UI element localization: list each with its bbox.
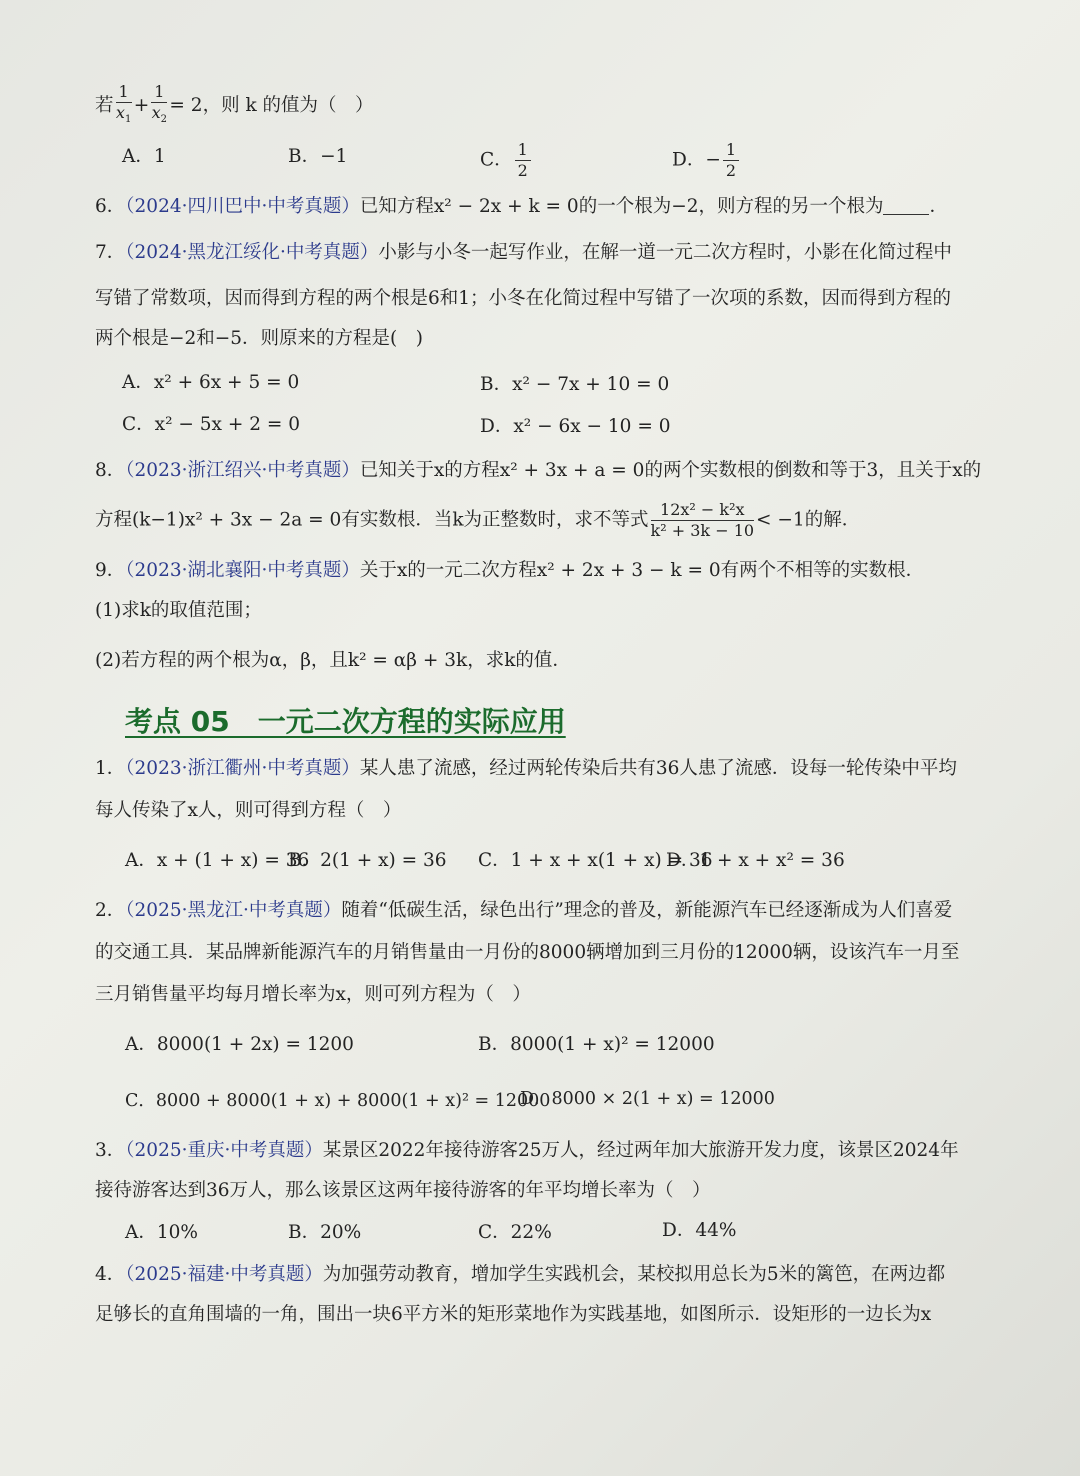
section-question-4-source: （2025·福建·中考真题） [125, 1264, 323, 1285]
section-question-2-source: （2025·黑龙江·中考真题） [125, 900, 342, 921]
section-question-3-option-b: B．20% [288, 1222, 362, 1243]
section-question-2-option-d: D．8000 × 2(1 + x) = 12000 [520, 1089, 775, 1109]
fraction-1-over-x2: $\frac{1}{x_2}$ [151, 82, 168, 126]
question-7-option-b: B．x² − 7x + 10 = 0 [480, 374, 670, 395]
section-question-2-option-a: A．8000(1 + 2x) = 1200 [125, 1034, 354, 1055]
section-question-3: 3．（2025·重庆·中考真题）某景区2022年接待游客25万人，经过两年加大旅游开发力度，该景区2024年 [95, 1140, 959, 1161]
section-question-4-line-2: 足够长的直角围墙的一角，围出一块6平方米的矩形菜地作为实践基地，如图所示．设矩形的一边长为x [95, 1304, 932, 1325]
question-7-option-c: C．x² − 5x + 2 = 0 [122, 414, 301, 435]
question-8: 8．（2023·浙江绍兴·中考真题）已知关于x的方程x² + 3x + a = 0的两个实数根的倒数和等于3，且关于x的 [95, 460, 982, 481]
section-question-4: 4．（2025·福建·中考真题）为加强劳动教育，增加学生实践机会，某校拟用总长为5米的篱笆，在两边都 [95, 1264, 946, 1285]
section-question-3-source: （2025·重庆·中考真题） [125, 1140, 323, 1161]
section-question-3-option-a: A．10% [125, 1222, 198, 1243]
section-question-2-line-2: 的交通工具．某品牌新能源汽车的月销售量由一月份的8000辆增加到三月份的12000辆，设该汽车一月至 [95, 942, 960, 963]
question-7-option-a: A．x² + 6x + 5 = 0 [122, 372, 300, 393]
section-question-3-option-c: C．22% [478, 1222, 552, 1243]
prev-option-a: A．1 [122, 146, 166, 167]
question-7-option-d: D．x² − 6x − 10 = 0 [480, 416, 671, 437]
prev-option-b: B．−1 [288, 146, 348, 167]
question-7: 7．（2024·黑龙江绥化·中考真题）小影与小冬一起写作业，在解一道一元二次方程时，小影在化简过程中 [95, 242, 952, 263]
prev-option-d: D．− $\frac{1}{2}$ [672, 140, 741, 181]
inequality-fraction: $\frac{\text{12x² − k²x}}{\text{k² + 3k − 10}}$ [650, 500, 755, 540]
question-7-line-2: 写错了常数项，因而得到方程的两个根是6和1；小冬在化简过程中写错了一次项的系数，因而得到方程的 [95, 288, 952, 309]
question-8-source: （2023·浙江绍兴·中考真题） [125, 460, 360, 481]
question-9-source: （2023·湖北襄阳·中考真题） [125, 560, 360, 581]
section-question-1-line-2: 每人传染了x人，则可得到方程（ ） [95, 800, 402, 821]
section-question-1-option-c: C．1 + x + x(1 + x) = 36 [478, 850, 713, 871]
section-question-1-option-d: D．1 + x + x² = 36 [666, 850, 845, 871]
section-question-1-option-b: B．2(1 + x) = 36 [288, 850, 447, 871]
question-9-part-2: (2)若方程的两个根为α，β，且k² = αβ + 3k，求k的值． [95, 650, 571, 671]
section-question-1-source: （2023·浙江衢州·中考真题） [125, 758, 360, 779]
question-6-source: （2024·四川巴中·中考真题） [125, 196, 360, 217]
answer-blank [883, 196, 929, 215]
section-question-3-line-2: 接待游客达到36万人，那么该景区这两年接待游客的年平均增长率为（ ） [95, 1180, 711, 1201]
prev-option-c: C． $\frac{1}{2}$ [480, 140, 533, 181]
section-question-2: 2．（2025·黑龙江·中考真题）随着“低碳生活，绿色出行”理念的普及，新能源汽车已经逐渐成为人们喜爱 [95, 900, 953, 921]
fraction-1-over-x1: $\frac{1}{x_1}$ [115, 82, 132, 126]
section-title: 考点 05 一元二次方程的实际应用 [125, 705, 566, 738]
section-question-2-line-3: 三月销售量平均每月增长率为x，则可列方程为（ ） [95, 984, 531, 1005]
question-6: 6．（2024·四川巴中·中考真题）已知方程x² − 2x + k = 0的一个根为−2，则方程的另一个根为 ． [95, 196, 948, 217]
question-8-line-2: 方程(k−1)x² + 3x − 2a = 0有实数根．当k为正整数时，求不等式 $\frac{\text{12x² − k²x}}{\text{k² + 3k − 10}}$ < −1的解． [95, 500, 861, 540]
section-question-2-option-b: B．8000(1 + x)² = 12000 [478, 1034, 715, 1055]
section-question-1-option-a: A．x + (1 + x) = 36 [125, 850, 310, 871]
section-question-1: 1．（2023·浙江衢州·中考真题）某人患了流感，经过两轮传染后共有36人患了流感．设每一轮传染中平均 [95, 758, 957, 779]
question-7-source: （2024·黑龙江绥化·中考真题） [125, 242, 379, 263]
prev-question-stem: 若 $\frac{1}{x_1}$ + $\frac{1}{x_2}$ = 2，则 k 的值为（ ） [95, 82, 1000, 130]
question-9: 9．（2023·湖北襄阳·中考真题）关于x的一元二次方程x² + 2x + 3 − k = 0有两个不相等的实数根． [95, 560, 925, 581]
question-7-line-3: 两个根是−2和−5．则原来的方程是( ) [95, 328, 423, 349]
section-question-2-option-c: C．8000 + 8000(1 + x) + 8000(1 + x)² = 12000 [125, 1091, 551, 1111]
section-question-3-option-d: D．44% [662, 1220, 737, 1241]
question-9-part-1: (1)求k的取值范围； [95, 600, 262, 621]
